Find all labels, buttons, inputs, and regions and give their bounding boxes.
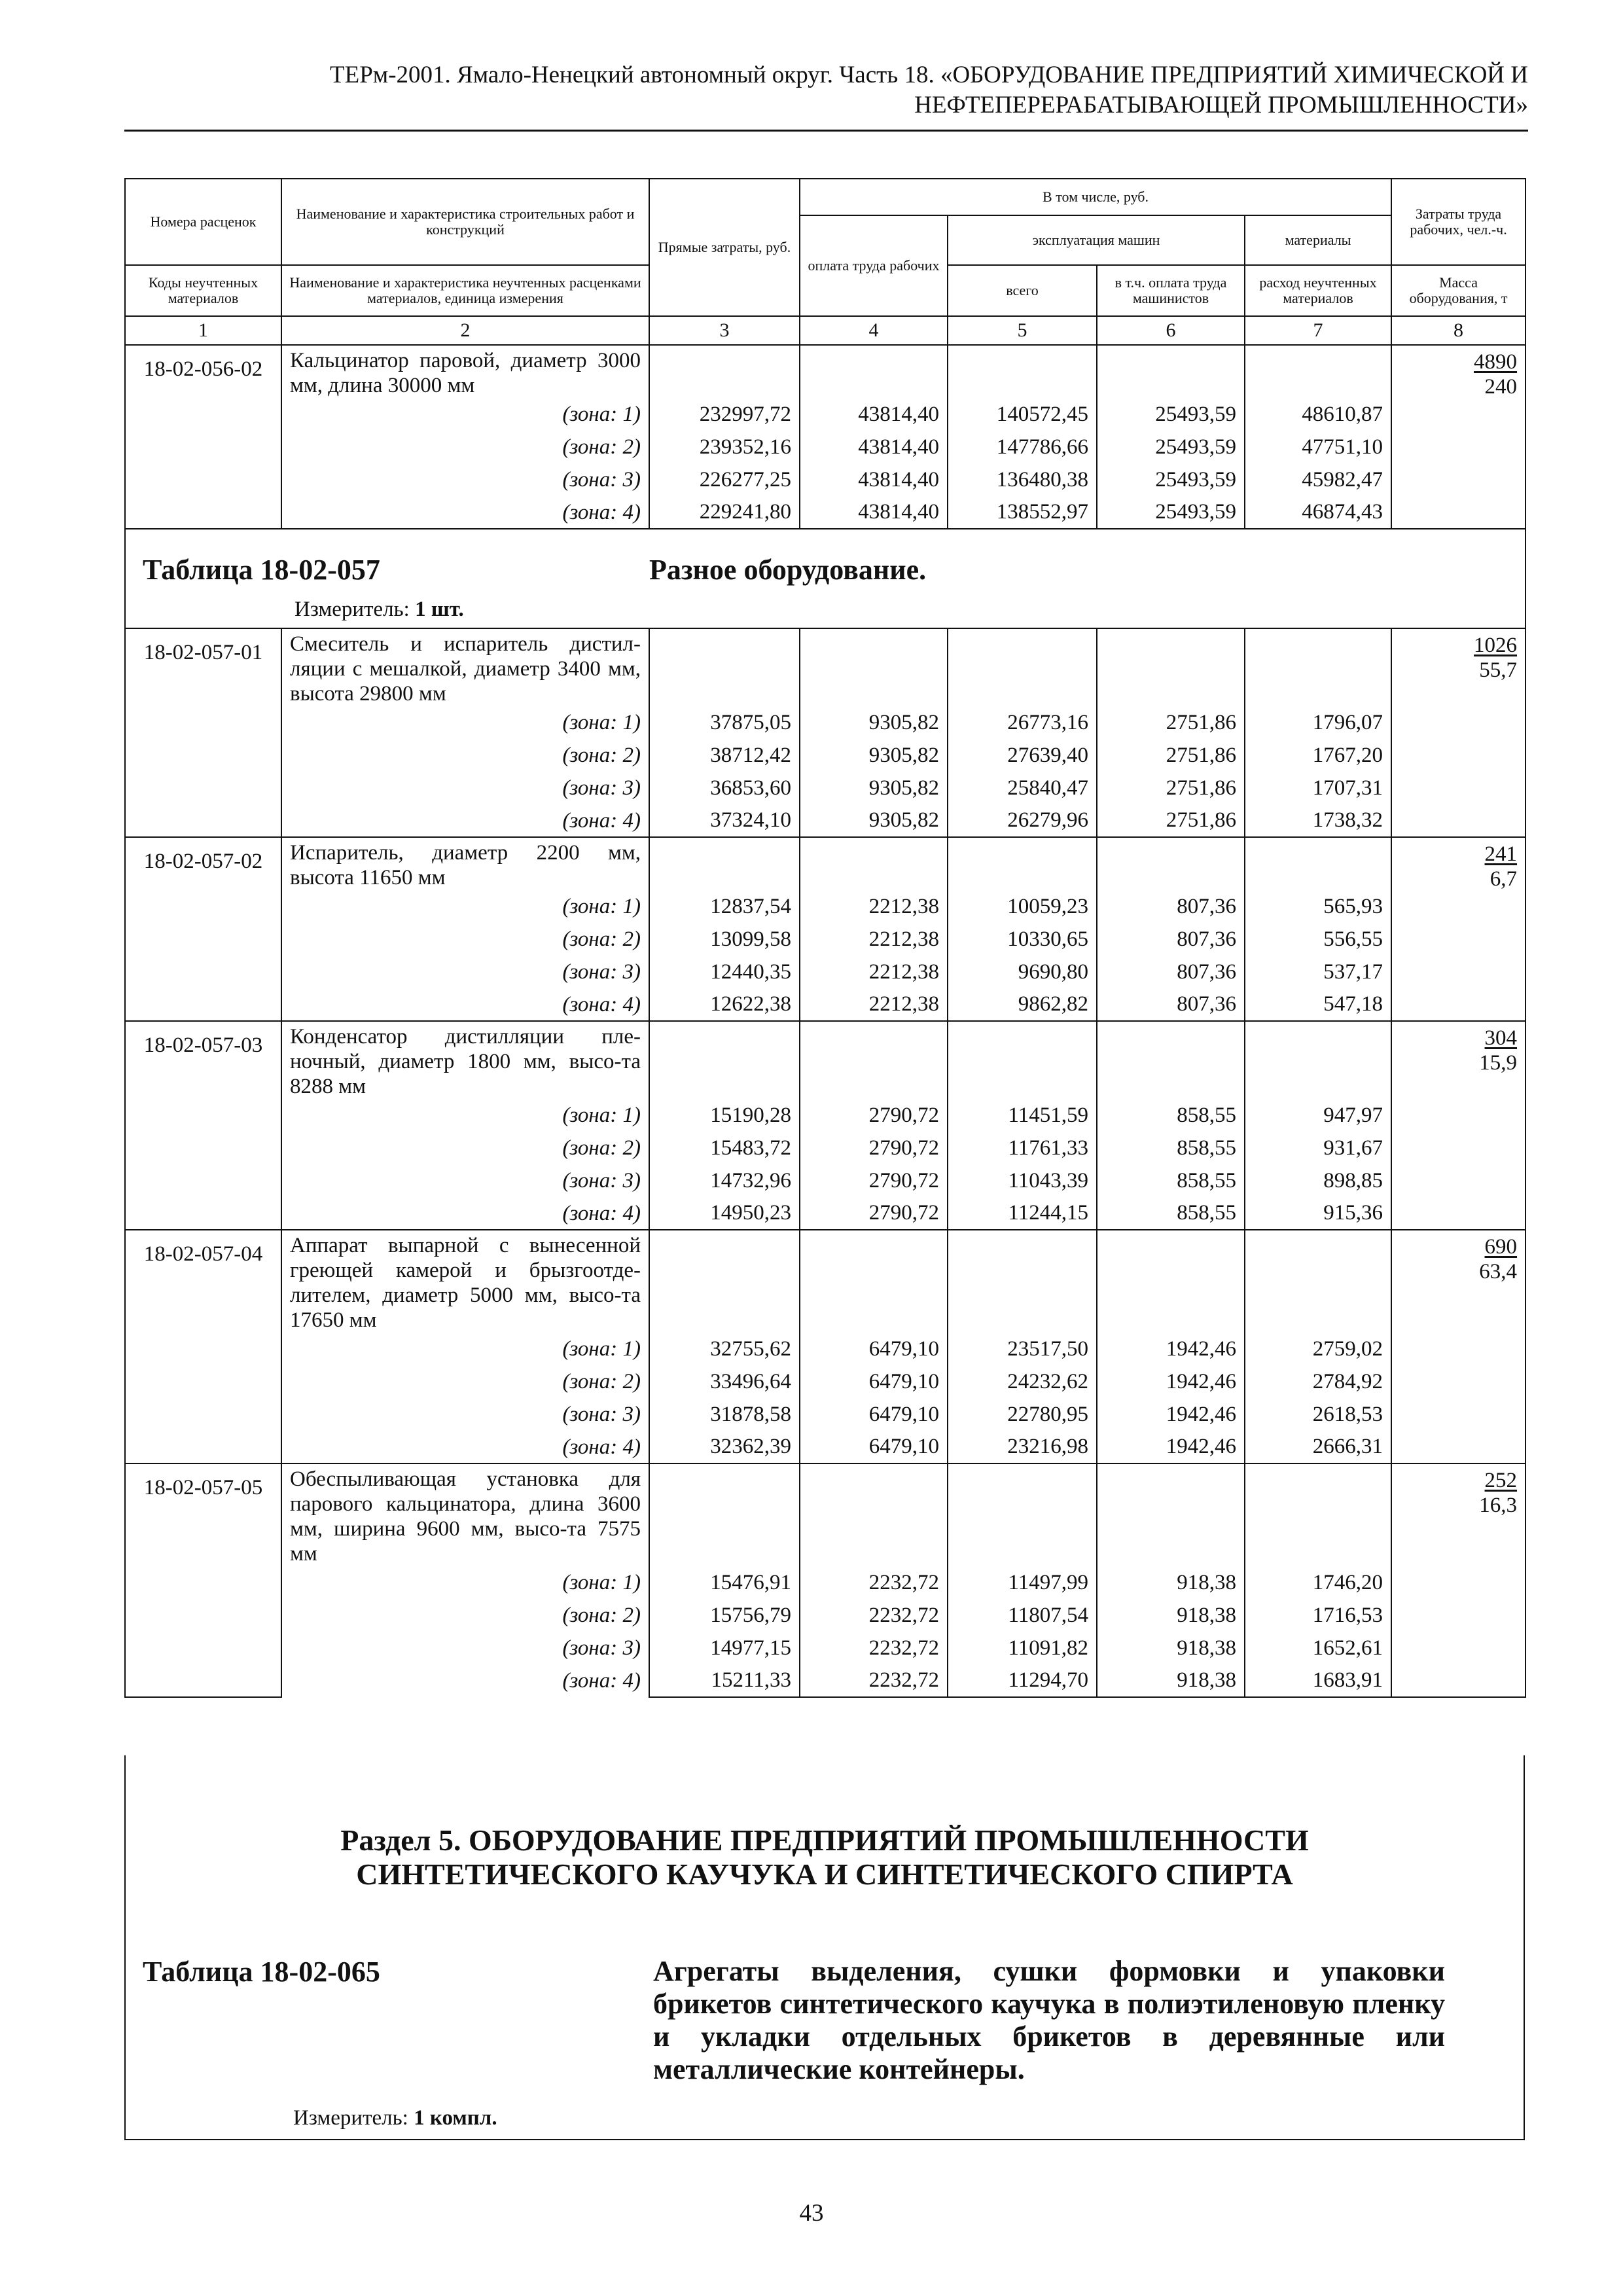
head-row-1	[125, 179, 1525, 215]
table-057-title: Таблица 18-02-057	[143, 554, 380, 586]
rate-code: 18-02-057-01	[125, 628, 281, 837]
table-057-header	[125, 529, 1525, 628]
empty-cell	[800, 1463, 948, 1566]
cost-cell-labor-pay: 2212,38	[800, 956, 948, 988]
cost-cell-machines: 23216,98	[948, 1431, 1097, 1463]
zone-row	[125, 1664, 1525, 1697]
zone-row	[125, 1599, 1525, 1632]
head-col1-bottom: Коды неучтенных материалов	[125, 265, 281, 316]
cost-cell-machinists: 918,38	[1097, 1632, 1245, 1664]
head-machines-total: всего	[948, 265, 1097, 316]
cost-cell-labor-pay: 2212,38	[800, 890, 948, 923]
cost-cell-direct: 32362,39	[649, 1431, 800, 1463]
cost-cell-machinists: 1942,46	[1097, 1431, 1245, 1463]
cost-cell-machines: 26773,16	[948, 706, 1097, 739]
rate-name: Смеситель и испаритель дистил-ляции с мешалкой, диаметр 3400 мм, высота 29800 мм	[281, 628, 649, 706]
empty-cell	[948, 1463, 1097, 1566]
empty-cell	[1245, 345, 1391, 398]
empty-cell	[1245, 837, 1391, 890]
zone-label: (зона: 4)	[281, 496, 649, 529]
col-number: 2	[281, 316, 649, 345]
labor-mass-cell	[1391, 1021, 1525, 1230]
cost-cell-direct: 15756,79	[649, 1599, 800, 1632]
zone-row	[125, 1333, 1525, 1365]
cost-cell-labor-pay: 2232,72	[800, 1599, 948, 1632]
cost-cell-labor-pay: 2790,72	[800, 1164, 948, 1197]
cost-cell-direct: 239352,16	[649, 431, 800, 463]
labor-mass-fraction	[1474, 350, 1517, 399]
zone-row	[125, 1365, 1525, 1398]
cost-cell-materials: 1707,31	[1245, 772, 1391, 804]
table-057-header-row	[125, 529, 1525, 628]
rate-name: Обеспыливающая установка для парового кальцинатора, длина 3600 мм, ширина 9600 мм, высо-та 7575 мм	[281, 1463, 649, 1566]
cost-cell-machines: 147786,66	[948, 431, 1097, 463]
zone-row	[125, 398, 1525, 431]
zone-row	[125, 1164, 1525, 1197]
measure-value: 1 компл.	[414, 2106, 497, 2130]
zone-row	[125, 890, 1525, 923]
cost-cell-labor-pay: 6479,10	[800, 1365, 948, 1398]
empty-cell	[649, 1021, 800, 1099]
empty-cell	[649, 345, 800, 398]
cost-cell-labor-pay: 43814,40	[800, 431, 948, 463]
zone-row	[125, 1431, 1525, 1463]
head-mass: Масса оборудования, т	[1391, 265, 1525, 316]
cost-cell-direct: 12622,38	[649, 988, 800, 1021]
cost-cell-direct: 14950,23	[649, 1197, 800, 1230]
cost-cell-machinists: 2751,86	[1097, 804, 1245, 837]
cost-cell-machinists: 1942,46	[1097, 1365, 1245, 1398]
labor-cost-value: 241	[1484, 842, 1518, 866]
rate-code: 18-02-057-04	[125, 1230, 281, 1463]
section-5-box	[124, 1755, 1525, 2140]
col-number: 8	[1391, 316, 1525, 345]
zone-label: (зона: 2)	[281, 1599, 649, 1632]
head-incl: В том числе, руб.	[800, 179, 1391, 215]
cost-cell-labor-pay: 43814,40	[800, 496, 948, 529]
empty-cell	[649, 1230, 800, 1333]
labor-cost-value: 1026	[1474, 634, 1518, 657]
cost-cell-materials: 1746,20	[1245, 1566, 1391, 1599]
cost-cell-machines: 140572,45	[948, 398, 1097, 431]
col-number: 3	[649, 316, 800, 345]
cost-cell-direct: 13099,58	[649, 923, 800, 956]
empty-cell	[948, 628, 1097, 706]
cost-cell-machinists: 858,55	[1097, 1132, 1245, 1164]
rate-row	[125, 345, 1525, 398]
table-065-name: Агрегаты выделения, сушки формовки и упаковки брикетов синтетического каучука в полиэтиленовую пленку и укладки отдельных брикетов в деревянные или металлические контейнеры.	[653, 1955, 1445, 2085]
cost-cell-materials: 1738,32	[1245, 804, 1391, 837]
labor-cost-value: 252	[1484, 1469, 1518, 1492]
cost-cell-materials: 915,36	[1245, 1197, 1391, 1230]
cost-cell-machinists: 807,36	[1097, 956, 1245, 988]
mass-value: 15,9	[1479, 1051, 1518, 1075]
head-col2-bottom: Наименование и характеристика неучтенных расценками материалов, единица измерения	[281, 265, 649, 316]
cost-cell-materials: 2759,02	[1245, 1333, 1391, 1365]
empty-cell	[800, 1021, 948, 1099]
measure-label: Измеритель:	[294, 598, 410, 621]
header-line-1: ТЕРм-2001. Ямало-Ненецкий автономный округ. Часть 18. «ОБОРУДОВАНИЕ ПРЕДПРИЯТИЙ ХИМИЧЕСКОЙ И	[330, 62, 1528, 88]
cost-cell-materials: 2666,31	[1245, 1431, 1391, 1463]
rate-row	[125, 837, 1525, 890]
rate-name: Аппарат выпарной с вынесенной греющей камерой и брызгоотде-лителем, диаметр 5000 мм, высо-та 17650 мм	[281, 1230, 649, 1333]
cost-cell-machinists: 918,38	[1097, 1566, 1245, 1599]
cost-cell-machinists: 25493,59	[1097, 398, 1245, 431]
section-title-line-2: СИНТЕТИЧЕСКОГО КАУЧУКА И СИНТЕТИЧЕСКОГО СПИРТА	[356, 1857, 1293, 1891]
cost-cell-machinists: 25493,59	[1097, 431, 1245, 463]
rate-name: Кальцинатор паровой, диаметр 3000 мм, длина 30000 мм	[281, 345, 649, 398]
col-number: 4	[800, 316, 948, 345]
cost-cell-labor-pay: 2212,38	[800, 923, 948, 956]
col-number: 6	[1097, 316, 1245, 345]
cost-cell-direct: 15483,72	[649, 1132, 800, 1164]
mass-value: 6,7	[1489, 867, 1518, 891]
cost-cell-labor-pay: 43814,40	[800, 463, 948, 496]
zone-row	[125, 706, 1525, 739]
cost-cell-labor-pay: 6479,10	[800, 1398, 948, 1431]
cost-cell-direct: 37324,10	[649, 804, 800, 837]
zone-label: (зона: 1)	[281, 398, 649, 431]
cost-cell-materials: 1767,20	[1245, 739, 1391, 772]
zone-label: (зона: 3)	[281, 772, 649, 804]
table-057-measure	[294, 598, 464, 622]
zone-label: (зона: 2)	[281, 1132, 649, 1164]
cost-cell-machinists: 918,38	[1097, 1664, 1245, 1697]
cost-cell-direct: 12440,35	[649, 956, 800, 988]
cost-cell-direct: 232997,72	[649, 398, 800, 431]
head-labor-pay: оплата труда рабочих	[800, 215, 948, 316]
zone-row	[125, 923, 1525, 956]
table-065-title: Таблица 18-02-065	[143, 1956, 380, 1988]
cost-cell-machines: 22780,95	[948, 1398, 1097, 1431]
rate-row	[125, 628, 1525, 706]
zone-label: (зона: 3)	[281, 463, 649, 496]
cost-cell-labor-pay: 43814,40	[800, 398, 948, 431]
labor-mass-fraction	[1479, 1234, 1517, 1284]
zone-row	[125, 956, 1525, 988]
head-materials-sub: расход неучтенных материалов	[1245, 265, 1391, 316]
cost-cell-labor-pay: 9305,82	[800, 804, 948, 837]
empty-cell	[1097, 1230, 1245, 1333]
cost-cell-machines: 138552,97	[948, 496, 1097, 529]
head-machines-incl: в т.ч. оплата труда машинистов	[1097, 265, 1245, 316]
cost-cell-materials: 1652,61	[1245, 1632, 1391, 1664]
zone-label: (зона: 4)	[281, 804, 649, 837]
labor-mass-cell	[1391, 837, 1525, 1021]
cost-cell-direct: 38712,42	[649, 739, 800, 772]
head-col3: Прямые затраты, руб.	[649, 179, 800, 316]
cost-cell-machinists: 2751,86	[1097, 772, 1245, 804]
cost-cell-machinists: 1942,46	[1097, 1398, 1245, 1431]
labor-cost-value: 690	[1484, 1235, 1518, 1259]
empty-cell	[649, 837, 800, 890]
header-line-2: НЕФТЕПЕРЕРАБАТЫВАЮЩЕЙ ПРОМЫШЛЕННОСТИ»	[914, 92, 1528, 118]
zone-label: (зона: 4)	[281, 1197, 649, 1230]
cost-cell-machinists: 858,55	[1097, 1197, 1245, 1230]
rate-code: 18-02-056-02	[125, 345, 281, 529]
cost-cell-direct: 15211,33	[649, 1664, 800, 1697]
zone-row	[125, 463, 1525, 496]
empty-cell	[1097, 1021, 1245, 1099]
col-number: 1	[125, 316, 281, 345]
cost-cell-direct: 31878,58	[649, 1398, 800, 1431]
cost-cell-materials: 931,67	[1245, 1132, 1391, 1164]
empty-cell	[1245, 628, 1391, 706]
zone-row	[125, 1132, 1525, 1164]
empty-cell	[948, 345, 1097, 398]
cost-cell-labor-pay: 2232,72	[800, 1566, 948, 1599]
cost-cell-labor-pay: 6479,10	[800, 1431, 948, 1463]
cost-cell-machinists: 858,55	[1097, 1164, 1245, 1197]
rate-row	[125, 1230, 1525, 1333]
labor-cost-value: 4890	[1474, 350, 1518, 374]
zone-label: (зона: 1)	[281, 1099, 649, 1132]
empty-cell	[1245, 1463, 1391, 1566]
table-057-heading	[126, 529, 1525, 628]
zone-row	[125, 1632, 1525, 1664]
zone-label: (зона: 1)	[281, 1333, 649, 1365]
empty-cell	[948, 1230, 1097, 1333]
column-numbers-row	[125, 316, 1525, 345]
empty-cell	[1097, 628, 1245, 706]
zone-row	[125, 772, 1525, 804]
measure-value: 1 шт.	[415, 598, 464, 621]
cost-cell-machines: 9690,80	[948, 956, 1097, 988]
zone-label: (зона: 3)	[281, 1632, 649, 1664]
empty-cell	[649, 1463, 800, 1566]
cost-cell-machinists: 1942,46	[1097, 1333, 1245, 1365]
rate-name: Испаритель, диаметр 2200 мм, высота 11650 мм	[281, 837, 649, 890]
empty-cell	[1245, 1230, 1391, 1333]
cost-cell-direct: 14977,15	[649, 1632, 800, 1664]
head-machines: эксплуатация машин	[948, 215, 1245, 265]
rate-code: 18-02-057-03	[125, 1021, 281, 1230]
section-title-line-1: Раздел 5. ОБОРУДОВАНИЕ ПРЕДПРИЯТИЙ ПРОМЫШЛЕННОСТИ	[340, 1823, 1309, 1857]
empty-cell	[1097, 837, 1245, 890]
head-materials: материалы	[1245, 215, 1391, 265]
page-number: 43	[799, 2200, 824, 2227]
col-number: 7	[1245, 316, 1391, 345]
head-col2-top: Наименование и характеристика строительных работ и конструкций	[281, 179, 649, 265]
zone-label: (зона: 3)	[281, 956, 649, 988]
cost-cell-machines: 11761,33	[948, 1132, 1097, 1164]
cost-cell-direct: 229241,80	[649, 496, 800, 529]
cost-cell-materials: 45982,47	[1245, 463, 1391, 496]
zone-label: (зона: 1)	[281, 706, 649, 739]
cost-cell-labor-pay: 2790,72	[800, 1132, 948, 1164]
zone-label: (зона: 1)	[281, 1566, 649, 1599]
cost-cell-labor-pay: 9305,82	[800, 739, 948, 772]
cost-cell-machines: 136480,38	[948, 463, 1097, 496]
cost-cell-materials: 1796,07	[1245, 706, 1391, 739]
cost-cell-machines: 10059,23	[948, 890, 1097, 923]
labor-mass-fraction	[1485, 842, 1518, 891]
cost-cell-labor-pay: 2790,72	[800, 1099, 948, 1132]
cost-cell-direct: 14732,96	[649, 1164, 800, 1197]
cost-cell-materials: 556,55	[1245, 923, 1391, 956]
rate-code: 18-02-057-05	[125, 1463, 281, 1697]
cost-cell-machinists: 2751,86	[1097, 706, 1245, 739]
zone-label: (зона: 4)	[281, 1431, 649, 1463]
cost-cell-materials: 1683,91	[1245, 1664, 1391, 1697]
mass-value: 63,4	[1479, 1260, 1518, 1283]
zone-row	[125, 739, 1525, 772]
cost-cell-machines: 27639,40	[948, 739, 1097, 772]
head-col1-top: Номера расценок	[125, 179, 281, 265]
labor-cost-value: 304	[1484, 1026, 1518, 1050]
zone-label: (зона: 2)	[281, 1365, 649, 1398]
cost-cell-labor-pay: 2232,72	[800, 1664, 948, 1697]
zone-row	[125, 496, 1525, 529]
empty-cell	[948, 837, 1097, 890]
mass-value: 55,7	[1479, 658, 1518, 682]
zone-row	[125, 431, 1525, 463]
running-header	[124, 60, 1528, 120]
cost-cell-materials: 898,85	[1245, 1164, 1391, 1197]
cost-cell-direct: 15190,28	[649, 1099, 800, 1132]
rate-name: Конденсатор дистилляции пле-ночный, диаметр 1800 мм, высо-та 8288 мм	[281, 1021, 649, 1099]
empty-cell	[948, 1021, 1097, 1099]
cost-cell-direct: 226277,25	[649, 463, 800, 496]
empty-cell	[649, 628, 800, 706]
cost-cell-direct: 12837,54	[649, 890, 800, 923]
cost-cell-labor-pay: 2790,72	[800, 1197, 948, 1230]
zone-label: (зона: 2)	[281, 431, 649, 463]
cost-cell-machinists: 858,55	[1097, 1099, 1245, 1132]
cost-cell-machinists: 807,36	[1097, 923, 1245, 956]
cost-cell-direct: 33496,64	[649, 1365, 800, 1398]
labor-mass-cell	[1391, 628, 1525, 837]
cost-cell-labor-pay: 2212,38	[800, 988, 948, 1021]
cost-cell-labor-pay: 9305,82	[800, 772, 948, 804]
zone-label: (зона: 4)	[281, 988, 649, 1021]
rate-code: 18-02-057-02	[125, 837, 281, 1021]
zone-label: (зона: 4)	[281, 1664, 649, 1697]
zone-label: (зона: 2)	[281, 739, 649, 772]
cost-cell-machines: 11091,82	[948, 1632, 1097, 1664]
col-number: 5	[948, 316, 1097, 345]
empty-cell	[1097, 345, 1245, 398]
labor-mass-fraction	[1479, 1468, 1517, 1518]
cost-cell-materials: 2784,92	[1245, 1365, 1391, 1398]
empty-cell	[1245, 1021, 1391, 1099]
cost-cell-direct: 32755,62	[649, 1333, 800, 1365]
cost-cell-machines: 10330,65	[948, 923, 1097, 956]
cost-cell-direct: 15476,91	[649, 1566, 800, 1599]
cost-cell-materials: 2618,53	[1245, 1398, 1391, 1431]
labor-mass-fraction	[1474, 633, 1517, 683]
zone-row	[125, 1566, 1525, 1599]
cost-cell-materials: 547,18	[1245, 988, 1391, 1021]
cost-cell-direct: 36853,60	[649, 772, 800, 804]
labor-mass-cell	[1391, 1230, 1525, 1463]
cost-cell-machinists: 25493,59	[1097, 463, 1245, 496]
zone-label: (зона: 3)	[281, 1164, 649, 1197]
cost-cell-machines: 23517,50	[948, 1333, 1097, 1365]
mass-value: 240	[1484, 375, 1518, 399]
rates-table	[124, 178, 1526, 1698]
cost-cell-machines: 9862,82	[948, 988, 1097, 1021]
empty-cell	[800, 837, 948, 890]
empty-cell	[800, 345, 948, 398]
cost-cell-machinists: 25493,59	[1097, 496, 1245, 529]
cost-cell-materials: 48610,87	[1245, 398, 1391, 431]
labor-mass-cell	[1391, 345, 1525, 529]
cost-cell-machines: 24232,62	[948, 1365, 1097, 1398]
zone-row	[125, 988, 1525, 1021]
zone-row	[125, 1398, 1525, 1431]
labor-mass-fraction	[1479, 1026, 1517, 1075]
mass-value: 16,3	[1479, 1494, 1518, 1517]
zone-row	[125, 1197, 1525, 1230]
table-057-name: Разное оборудование.	[649, 554, 927, 586]
labor-mass-cell	[1391, 1463, 1525, 1697]
cost-cell-machines: 11043,39	[948, 1164, 1097, 1197]
zone-label: (зона: 3)	[281, 1398, 649, 1431]
cost-cell-machines: 11451,59	[948, 1099, 1097, 1132]
cost-cell-machinists: 918,38	[1097, 1599, 1245, 1632]
cost-cell-machinists: 807,36	[1097, 890, 1245, 923]
rate-row	[125, 1463, 1525, 1566]
cost-cell-machines: 11807,54	[948, 1599, 1097, 1632]
cost-cell-direct: 37875,05	[649, 706, 800, 739]
cost-cell-machinists: 807,36	[1097, 988, 1245, 1021]
cost-cell-machines: 25840,47	[948, 772, 1097, 804]
cost-cell-machines: 26279,96	[948, 804, 1097, 837]
empty-cell	[1097, 1463, 1245, 1566]
cost-cell-machines: 11497,99	[948, 1566, 1097, 1599]
cost-cell-labor-pay: 6479,10	[800, 1333, 948, 1365]
cost-cell-machines: 11244,15	[948, 1197, 1097, 1230]
rate-row	[125, 1021, 1525, 1099]
header-rule	[124, 130, 1528, 132]
cost-cell-labor-pay: 9305,82	[800, 706, 948, 739]
cost-cell-materials: 1716,53	[1245, 1599, 1391, 1632]
empty-cell	[800, 628, 948, 706]
cost-cell-materials: 947,97	[1245, 1099, 1391, 1132]
cost-cell-materials: 47751,10	[1245, 431, 1391, 463]
cost-cell-materials: 565,93	[1245, 890, 1391, 923]
cost-cell-labor-pay: 2232,72	[800, 1632, 948, 1664]
zone-label: (зона: 1)	[281, 890, 649, 923]
zone-row	[125, 1099, 1525, 1132]
section-title	[126, 1823, 1524, 1892]
measure-label: Измеритель:	[293, 2106, 408, 2130]
cost-cell-materials: 537,17	[1245, 956, 1391, 988]
zone-row	[125, 804, 1525, 837]
cost-cell-machinists: 2751,86	[1097, 739, 1245, 772]
table-065-measure	[293, 2106, 497, 2130]
zone-label: (зона: 2)	[281, 923, 649, 956]
head-col8-top: Затраты труда рабочих, чел.-ч.	[1391, 179, 1525, 265]
empty-cell	[800, 1230, 948, 1333]
cost-cell-machines: 11294,70	[948, 1664, 1097, 1697]
cost-cell-materials: 46874,43	[1245, 496, 1391, 529]
